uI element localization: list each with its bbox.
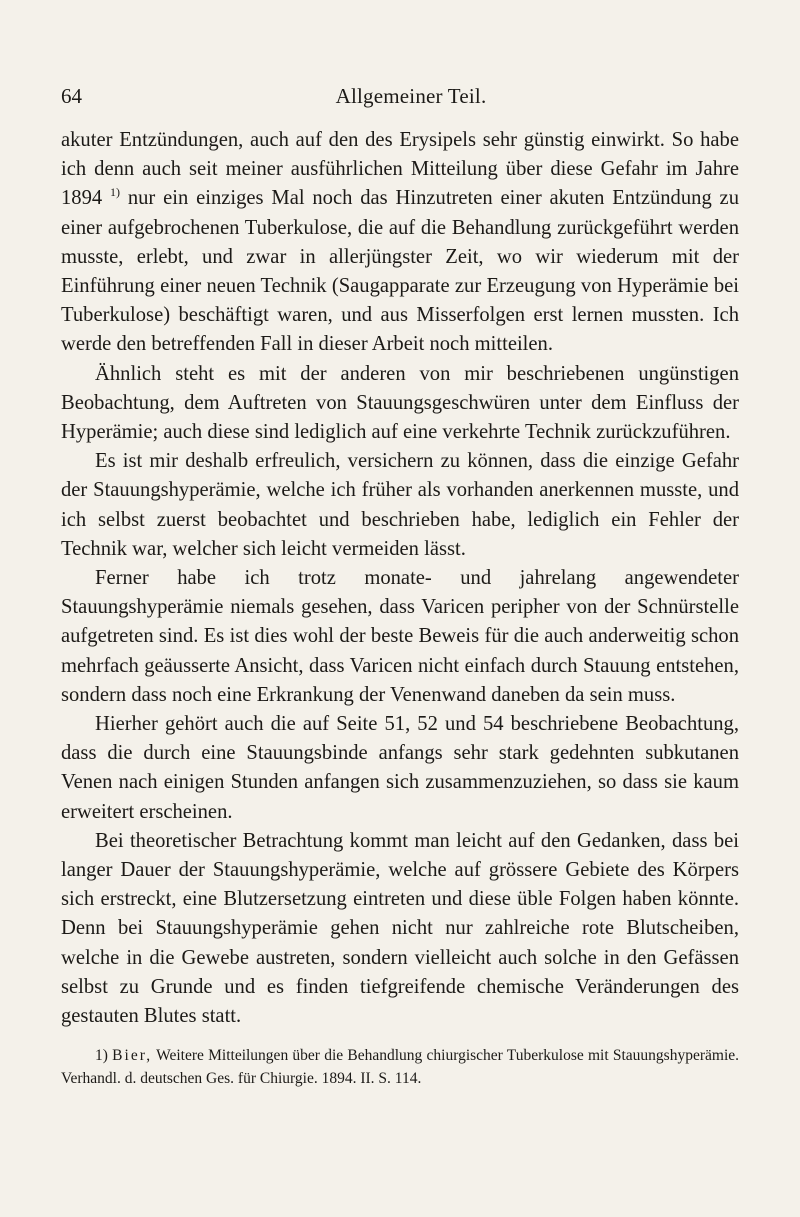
footnote-reference: 1) <box>110 185 121 200</box>
paragraph-5: Hierher gehört auch die auf Seite 51, 52 und 54 beschriebene Beobachtung, dass die durch eine Stauungsbinde anfangs sehr stark gedehnten subkutanen Venen nach einigen Stunden anfangen sich zusammenzuziehen, so dass sie kaum erweitert erscheinen. <box>61 713 739 823</box>
paragraph-1 <box>61 126 739 360</box>
paragraph-1-text-before: akuter Entzündungen, auch auf den des Erysipels sehr günstig einwirkt. So habe ich denn auch seit meiner ausführlichen Mitteilung über diese Gefahr im Jahre 1894 <box>61 129 739 210</box>
footnote-area <box>61 1045 739 1090</box>
paragraph-4: Ferner habe ich trotz monate- und jahrelang angewendeter Stauungshyperämie niemals gesehen, dass Varicen peripher von der Schnürstelle aufgetreten sind. Es ist dies wohl der beste Beweis für die auch anderweitig schon mehrfach geäusserte Ansicht, dass Varicen nicht einfach durch Stauung entstehen, sondern dass noch eine Erkrankung der Venenwand daneben da sein muss. <box>61 567 739 706</box>
body-text <box>61 126 739 1031</box>
paragraph-6: Bei theoretischer Betrachtung kommt man leicht auf den Gedanken, dass bei langer Dauer der Stauungshyperämie, welche auf grössere Gebiete des Körpers sich erstreckt, eine Blutzersetzung eintreten und diese üble Folgen haben könnte. Denn bei Stauungshyperämie gehen nicht nur zahlreiche rote Blutscheiben, welche in die Gewebe austreten, sondern vielleicht auch solche in den Gefässen selbst zu Grunde und es finden tiefgreifende chemische Veränderungen des gestauten Blutes statt. <box>61 829 739 1028</box>
page-number: 64 <box>61 84 82 108</box>
paragraph-3: Es ist mir deshalb erfreulich, versichern zu können, dass die einzige Gefahr der Stauungshyperämie, welche ich früher als vorhanden anerkennen musste, und ich selbst zuerst beobachtet und beschrieben habe, lediglich ein Fehler der Technik war, welcher sich leicht vermeiden lässt. <box>61 450 739 560</box>
footnote-marker: 1) <box>95 1047 108 1064</box>
footnote <box>61 1045 739 1090</box>
paragraph-1-text-after: nur ein einziges Mal noch das Hinzutreten einer akuten Entzündung zu einer aufgebrochenen Tuberkulose, die auf die Behandlung zurückgeführt werden musste, erlebt, und zwar in allerjüngster Zeit, wo wir wiederum mit der Einführung einer neuen Technik (Saugapparate zur Erzeugung von Hyperämie bei Tuberkulose) beschäftigt waren, und aus Misserfolgen erst lernen mussten. Ich werde den betreffenden Fall in dieser Arbeit noch mitteilen. <box>61 187 739 356</box>
paragraph-2: Ähnlich steht es mit der anderen von mir beschriebenen ungünstigen Beobachtung, dem Auftreten von Stauungsgeschwüren unter dem Einfluss der Hyperämie; auch diese sind lediglich auf eine verkehrte Technik zurückzuführen. <box>61 362 739 444</box>
running-header <box>61 84 761 114</box>
footnote-text: Weitere Mitteilungen über die Behandlung chiurgischer Tuberkulose mit Stauungshyperämie. Verhandl. d. deutschen Ges. für Chiurgie. 1894. II. S. 114. <box>61 1047 739 1087</box>
footnote-author: Bier, <box>112 1047 153 1064</box>
running-title: Allgemeiner Teil. <box>335 84 487 108</box>
